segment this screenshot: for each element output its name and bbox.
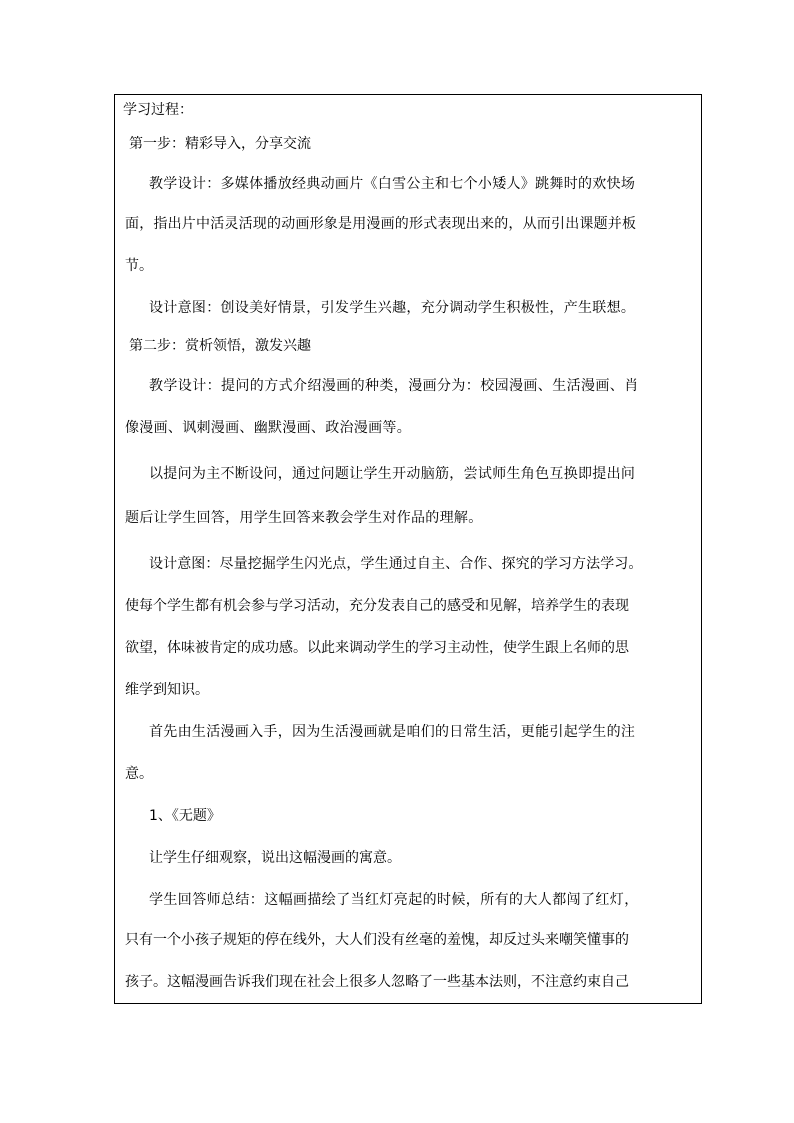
paragraph-line: 孩子。这幅漫画告诉我们现在社会上很多人忽略了一些基本法则，不注意约束自己 [125, 974, 629, 990]
paragraph-line: 节。 [125, 258, 153, 274]
step-2-title: 第二步：赏析领悟，激发兴趣 [129, 338, 311, 354]
lesson-plan-table-cell [114, 94, 702, 1004]
paragraph-line: 设计意图：尽量挖掘学生闪光点，学生通过自主、合作、探究的学习方法学习。 [149, 556, 643, 572]
paragraph-line: 设计意图：创设美好情景，引发学生兴趣，充分调动学生积极性，产生联想。 [149, 300, 636, 316]
paragraph-line: 教学设计：提问的方式介绍漫画的种类，漫画分为：校园漫画、生活漫画、肖 [149, 378, 639, 394]
paragraph-line: 使每个学生都有机会参与学习活动，充分发表自己的感受和见解，培养学生的表现 [125, 598, 629, 614]
paragraph-line: 让学生仔细观察，说出这幅漫画的寓意。 [149, 850, 401, 866]
paragraph-line: 教学设计：多媒体播放经典动画片《白雪公主和七个小矮人》跳舞时的欢快场 [149, 176, 636, 192]
paragraph-line: 1、《无题》 [149, 808, 221, 824]
paragraph-line: 只有一个小孩子规矩的停在线外，大人们没有丝毫的羞愧，却反过头来嘲笑懂事的 [125, 932, 629, 948]
step-1-title: 第一步：精彩导入，分享交流 [129, 136, 311, 152]
section-title: 学习过程： [123, 102, 193, 118]
paragraph-line: 以提问为主不断设问，通过问题让学生开动脑筋，尝试师生角色互换即提出问 [149, 466, 636, 482]
paragraph-line: 维学到知识。 [125, 682, 209, 698]
paragraph-line: 欲望，体味被肯定的成功感。以此来调动学生的学习主动性，使学生跟上名师的思 [125, 640, 629, 656]
paragraph-line: 像漫画、讽刺漫画、幽默漫画、政治漫画等。 [125, 420, 411, 436]
paragraph-line: 题后让学生回答，用学生回答来教会学生对作品的理解。 [125, 510, 483, 526]
paragraph-line: 学生回答师总结：这幅画描绘了当红灯亮起的时候，所有的大人都闯了红灯， [149, 892, 639, 908]
paragraph-line: 意。 [125, 766, 153, 782]
paragraph-line: 面，指出片中活灵活现的动画形象是用漫画的形式表现出来的，从而引出课题并板 [125, 216, 637, 232]
paragraph-line: 首先由生活漫画入手，因为生活漫画就是咱们的日常生活，更能引起学生的注 [149, 724, 636, 740]
